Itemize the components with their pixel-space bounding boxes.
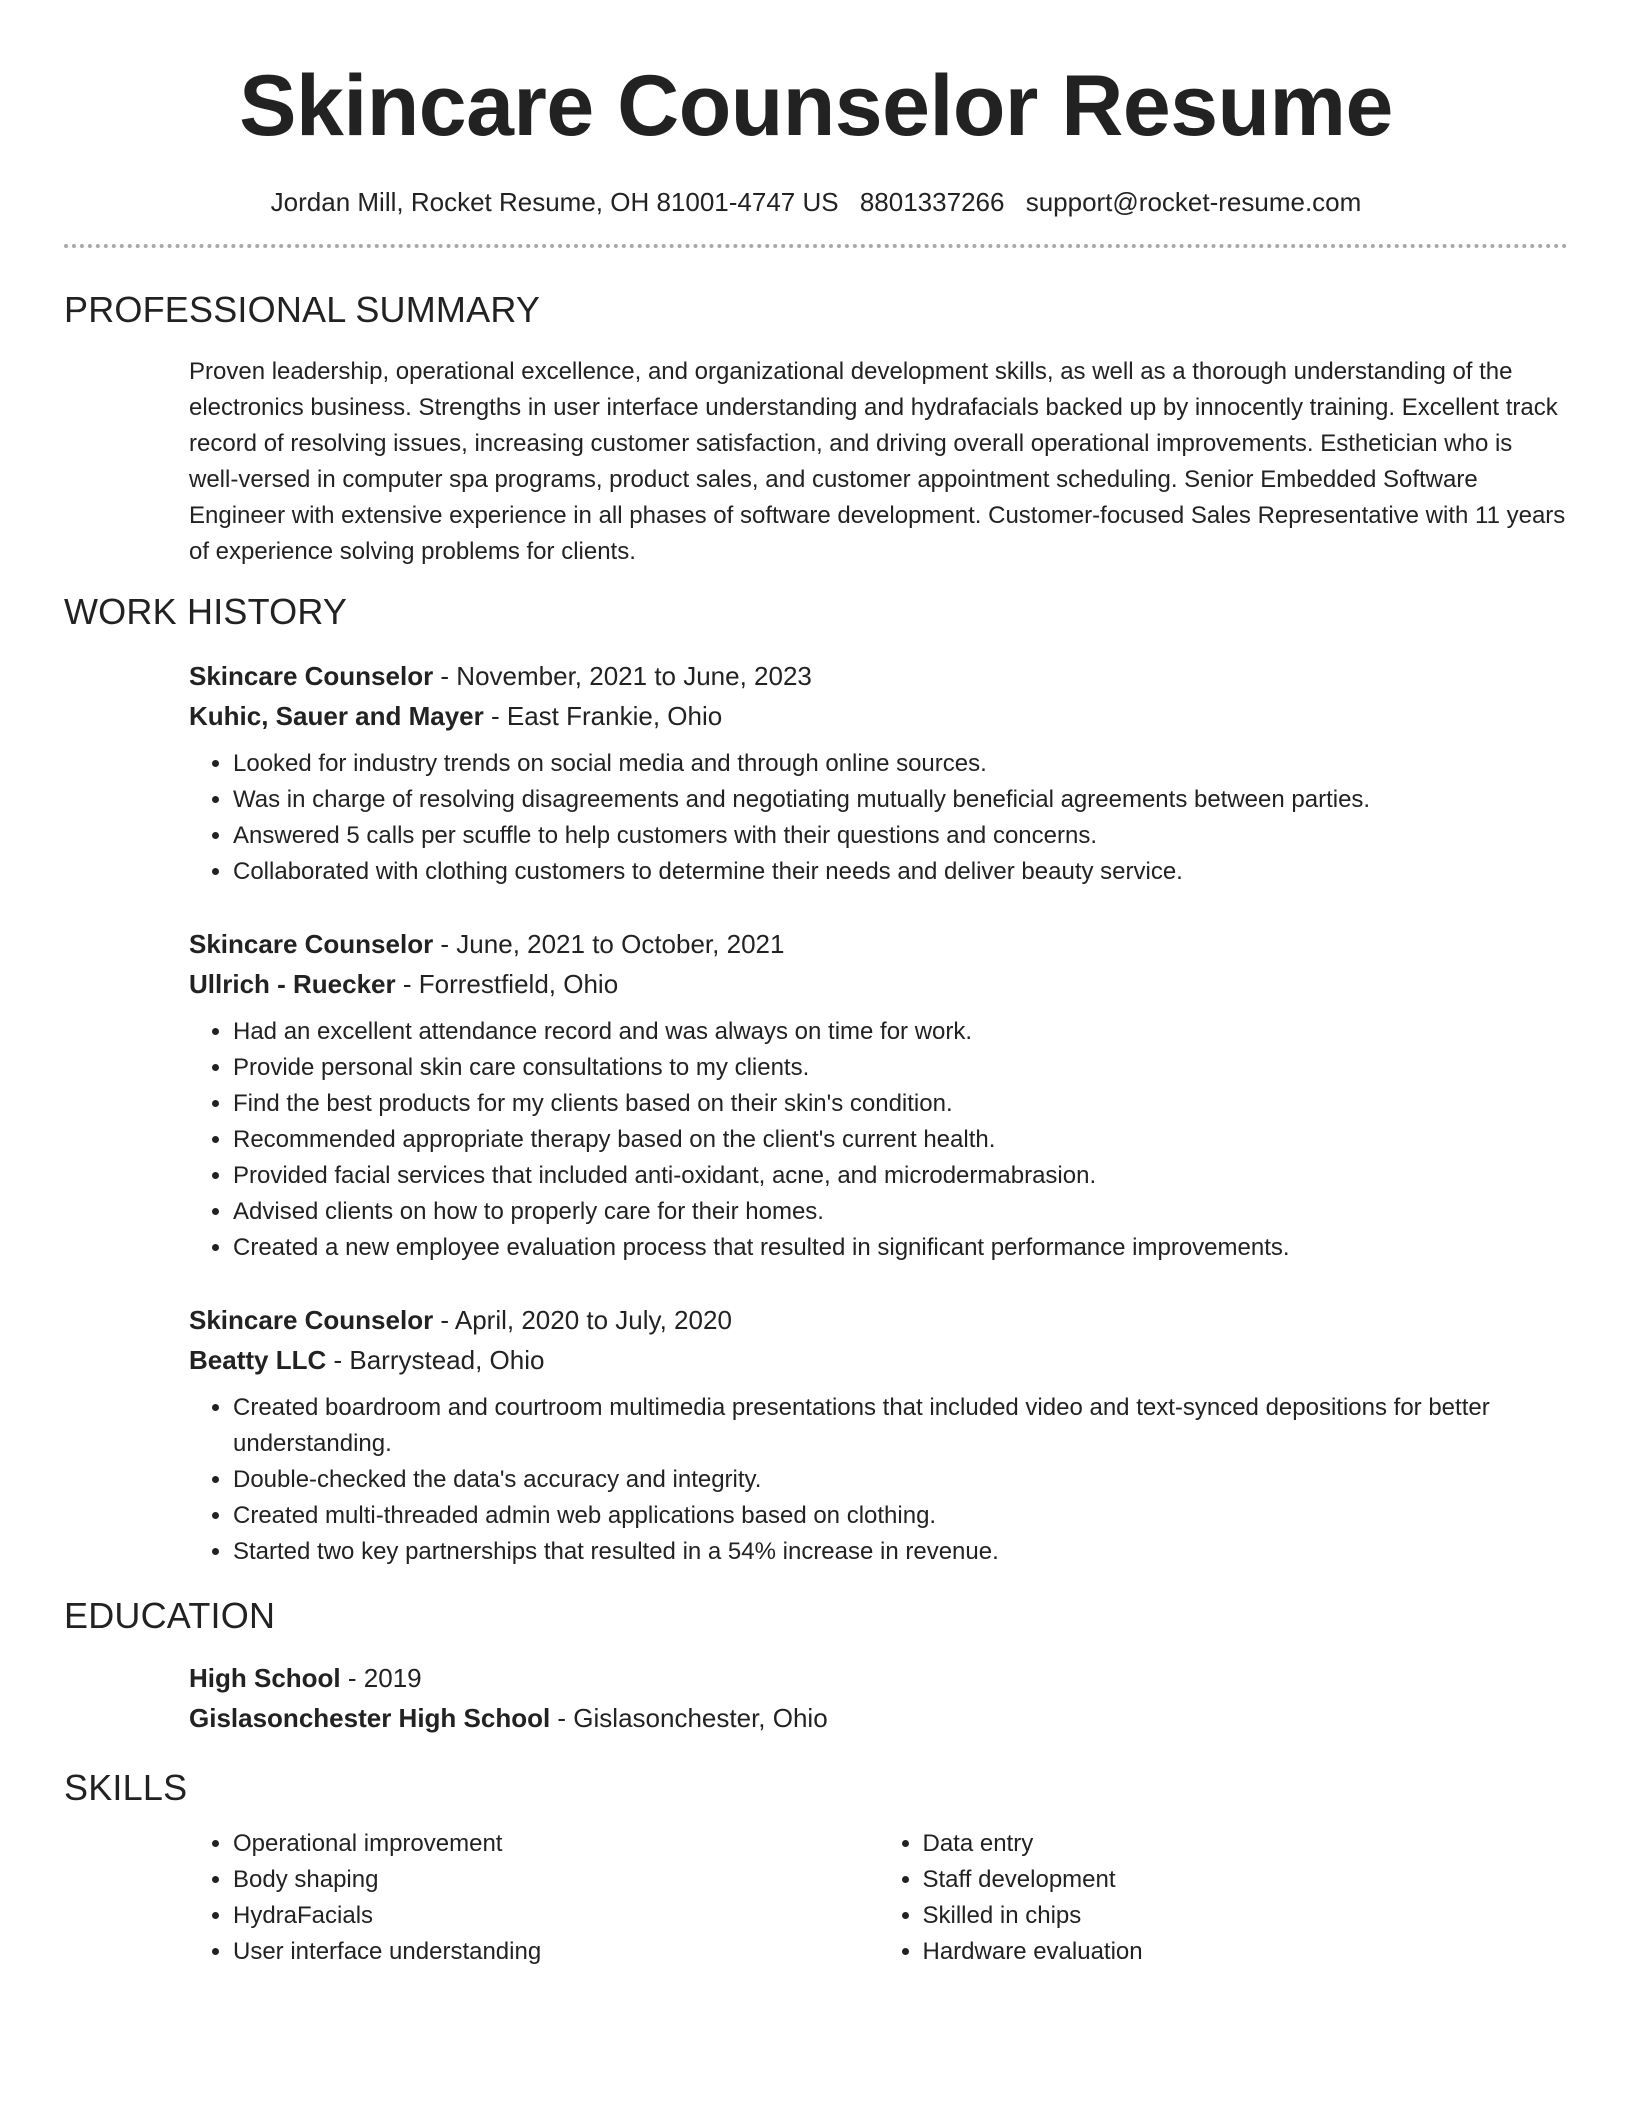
resume-title: Skincare Counselor Resume <box>239 58 1393 154</box>
skill-item: • Operational improvement <box>233 1826 879 1862</box>
summary-body <box>64 354 1568 570</box>
skill-item: • Staff development <box>923 1862 1569 1898</box>
job-entry <box>189 1300 1568 1570</box>
education-body <box>64 1658 1568 1738</box>
summary-text: Proven leadership, operational excellence, and organizational development skills, as well as a thorough understanding of the electronics business. Strengths in user interface understanding and hydrafacials backed up by innocently training. Excellent track record of resolving issues, increasing customer satisfaction, and driving overall operational improvements. Esthetician who is well-versed in computer spa programs, product sales, and customer appointment scheduling. Senior Embedded Software Engineer with extensive experience in all phases of software development. Customer-focused Sales Representative with 11 years of experience solving problems for clients. <box>189 358 1566 565</box>
contact-line <box>64 184 1568 220</box>
job-company: Ullrich - Ruecker <box>189 969 396 999</box>
list-item: • Provided facial services that included anti-oxidant, acne, and microdermabrasion. <box>233 1158 1568 1194</box>
education-school: Gislasonchester High School <box>189 1703 551 1733</box>
header-divider <box>64 244 1568 248</box>
job-bullets <box>189 746 1568 890</box>
job-company-line <box>189 696 1568 736</box>
list-item: • Looked for industry trends on social media and through online sources. <box>233 746 1568 782</box>
list-item: • Created multi-threaded admin web applications based on clothing. <box>233 1498 1568 1534</box>
list-item: • Was in charge of resolving disagreements and negotiating mutually beneficial agreements between parties. <box>233 782 1568 818</box>
list-item: • Find the best products for my clients based on their skin's condition. <box>233 1086 1568 1122</box>
job-role: Skincare Counselor <box>189 661 434 691</box>
skill-item: • Data entry <box>923 1826 1569 1862</box>
list-item: • Advised clients on how to properly care for their homes. <box>233 1194 1568 1230</box>
skills-grid <box>189 1826 1568 1970</box>
job-entry <box>189 656 1568 890</box>
list-item: • Created boardroom and courtroom multimedia presentations that included video and text-synced depositions for better understanding. <box>233 1390 1568 1462</box>
spacer <box>189 1266 1568 1300</box>
list-item: • Recommended appropriate therapy based on the client's current health. <box>233 1122 1568 1158</box>
job-dates: - April, 2020 to July, 2020 <box>433 1305 732 1335</box>
skill-item: • Body shaping <box>233 1862 879 1898</box>
job-location: - Forrestfield, Ohio <box>395 969 619 999</box>
section-title-skills: SKILLS <box>64 1767 188 1808</box>
list-item: • Collaborated with clothing customers to determine their needs and deliver beauty service. <box>233 854 1568 890</box>
education-school-line <box>189 1698 1568 1738</box>
job-bullets <box>189 1390 1568 1570</box>
education-location: - Gislasonchester, Ohio <box>550 1703 828 1733</box>
list-item: • Started two key partnerships that resulted in a 54% increase in revenue. <box>233 1534 1568 1570</box>
job-location: - East Frankie, Ohio <box>483 701 723 731</box>
job-entry <box>189 924 1568 1266</box>
spacer <box>189 890 1568 924</box>
skill-item: • Hardware evaluation <box>923 1934 1569 1970</box>
list-item: • Double-checked the data's accuracy and integrity. <box>233 1462 1568 1498</box>
list-item: • Provide personal skin care consultations to my clients. <box>233 1050 1568 1086</box>
skills-body <box>64 1826 1568 1970</box>
section-title-education: EDUCATION <box>64 1595 276 1636</box>
job-dates: - June, 2021 to October, 2021 <box>433 929 785 959</box>
job-title-line <box>189 1300 1568 1340</box>
job-dates: - November, 2021 to June, 2023 <box>433 661 812 691</box>
job-title-line <box>189 656 1568 696</box>
contact-email: support@rocket-resume.com <box>1025 187 1362 217</box>
education-degree-line <box>189 1658 1568 1698</box>
section-title-summary: PROFESSIONAL SUMMARY <box>64 289 541 330</box>
skill-item: • User interface understanding <box>233 1934 879 1970</box>
education-degree: High School <box>189 1663 341 1693</box>
list-item: • Answered 5 calls per scuffle to help customers with their questions and concerns. <box>233 818 1568 854</box>
job-company-line <box>189 1340 1568 1380</box>
list-item: • Had an excellent attendance record and was always on time for work. <box>233 1014 1568 1050</box>
job-role: Skincare Counselor <box>189 929 434 959</box>
contact-address: Jordan Mill, Rocket Resume, OH 81001-4747 US <box>270 187 839 217</box>
skills-list-right <box>879 1826 1569 1970</box>
job-company: Beatty LLC <box>189 1345 327 1375</box>
work-history-body <box>64 656 1568 1570</box>
job-location: - Barrystead, Ohio <box>326 1345 545 1375</box>
list-item: • Created a new employee evaluation process that resulted in significant performance improvements. <box>233 1230 1568 1266</box>
job-role: Skincare Counselor <box>189 1305 434 1335</box>
skill-item: • Skilled in chips <box>923 1898 1569 1934</box>
job-company: Kuhic, Sauer and Mayer <box>189 701 484 731</box>
section-title-work-history: WORK HISTORY <box>64 591 348 632</box>
job-bullets <box>189 1014 1568 1266</box>
job-title-line <box>189 924 1568 964</box>
contact-phone: 8801337266 <box>859 187 1005 217</box>
skill-item: • HydraFacials <box>233 1898 879 1934</box>
skills-list-left <box>189 1826 879 1970</box>
education-year: - 2019 <box>340 1663 422 1693</box>
job-company-line <box>189 964 1568 1004</box>
